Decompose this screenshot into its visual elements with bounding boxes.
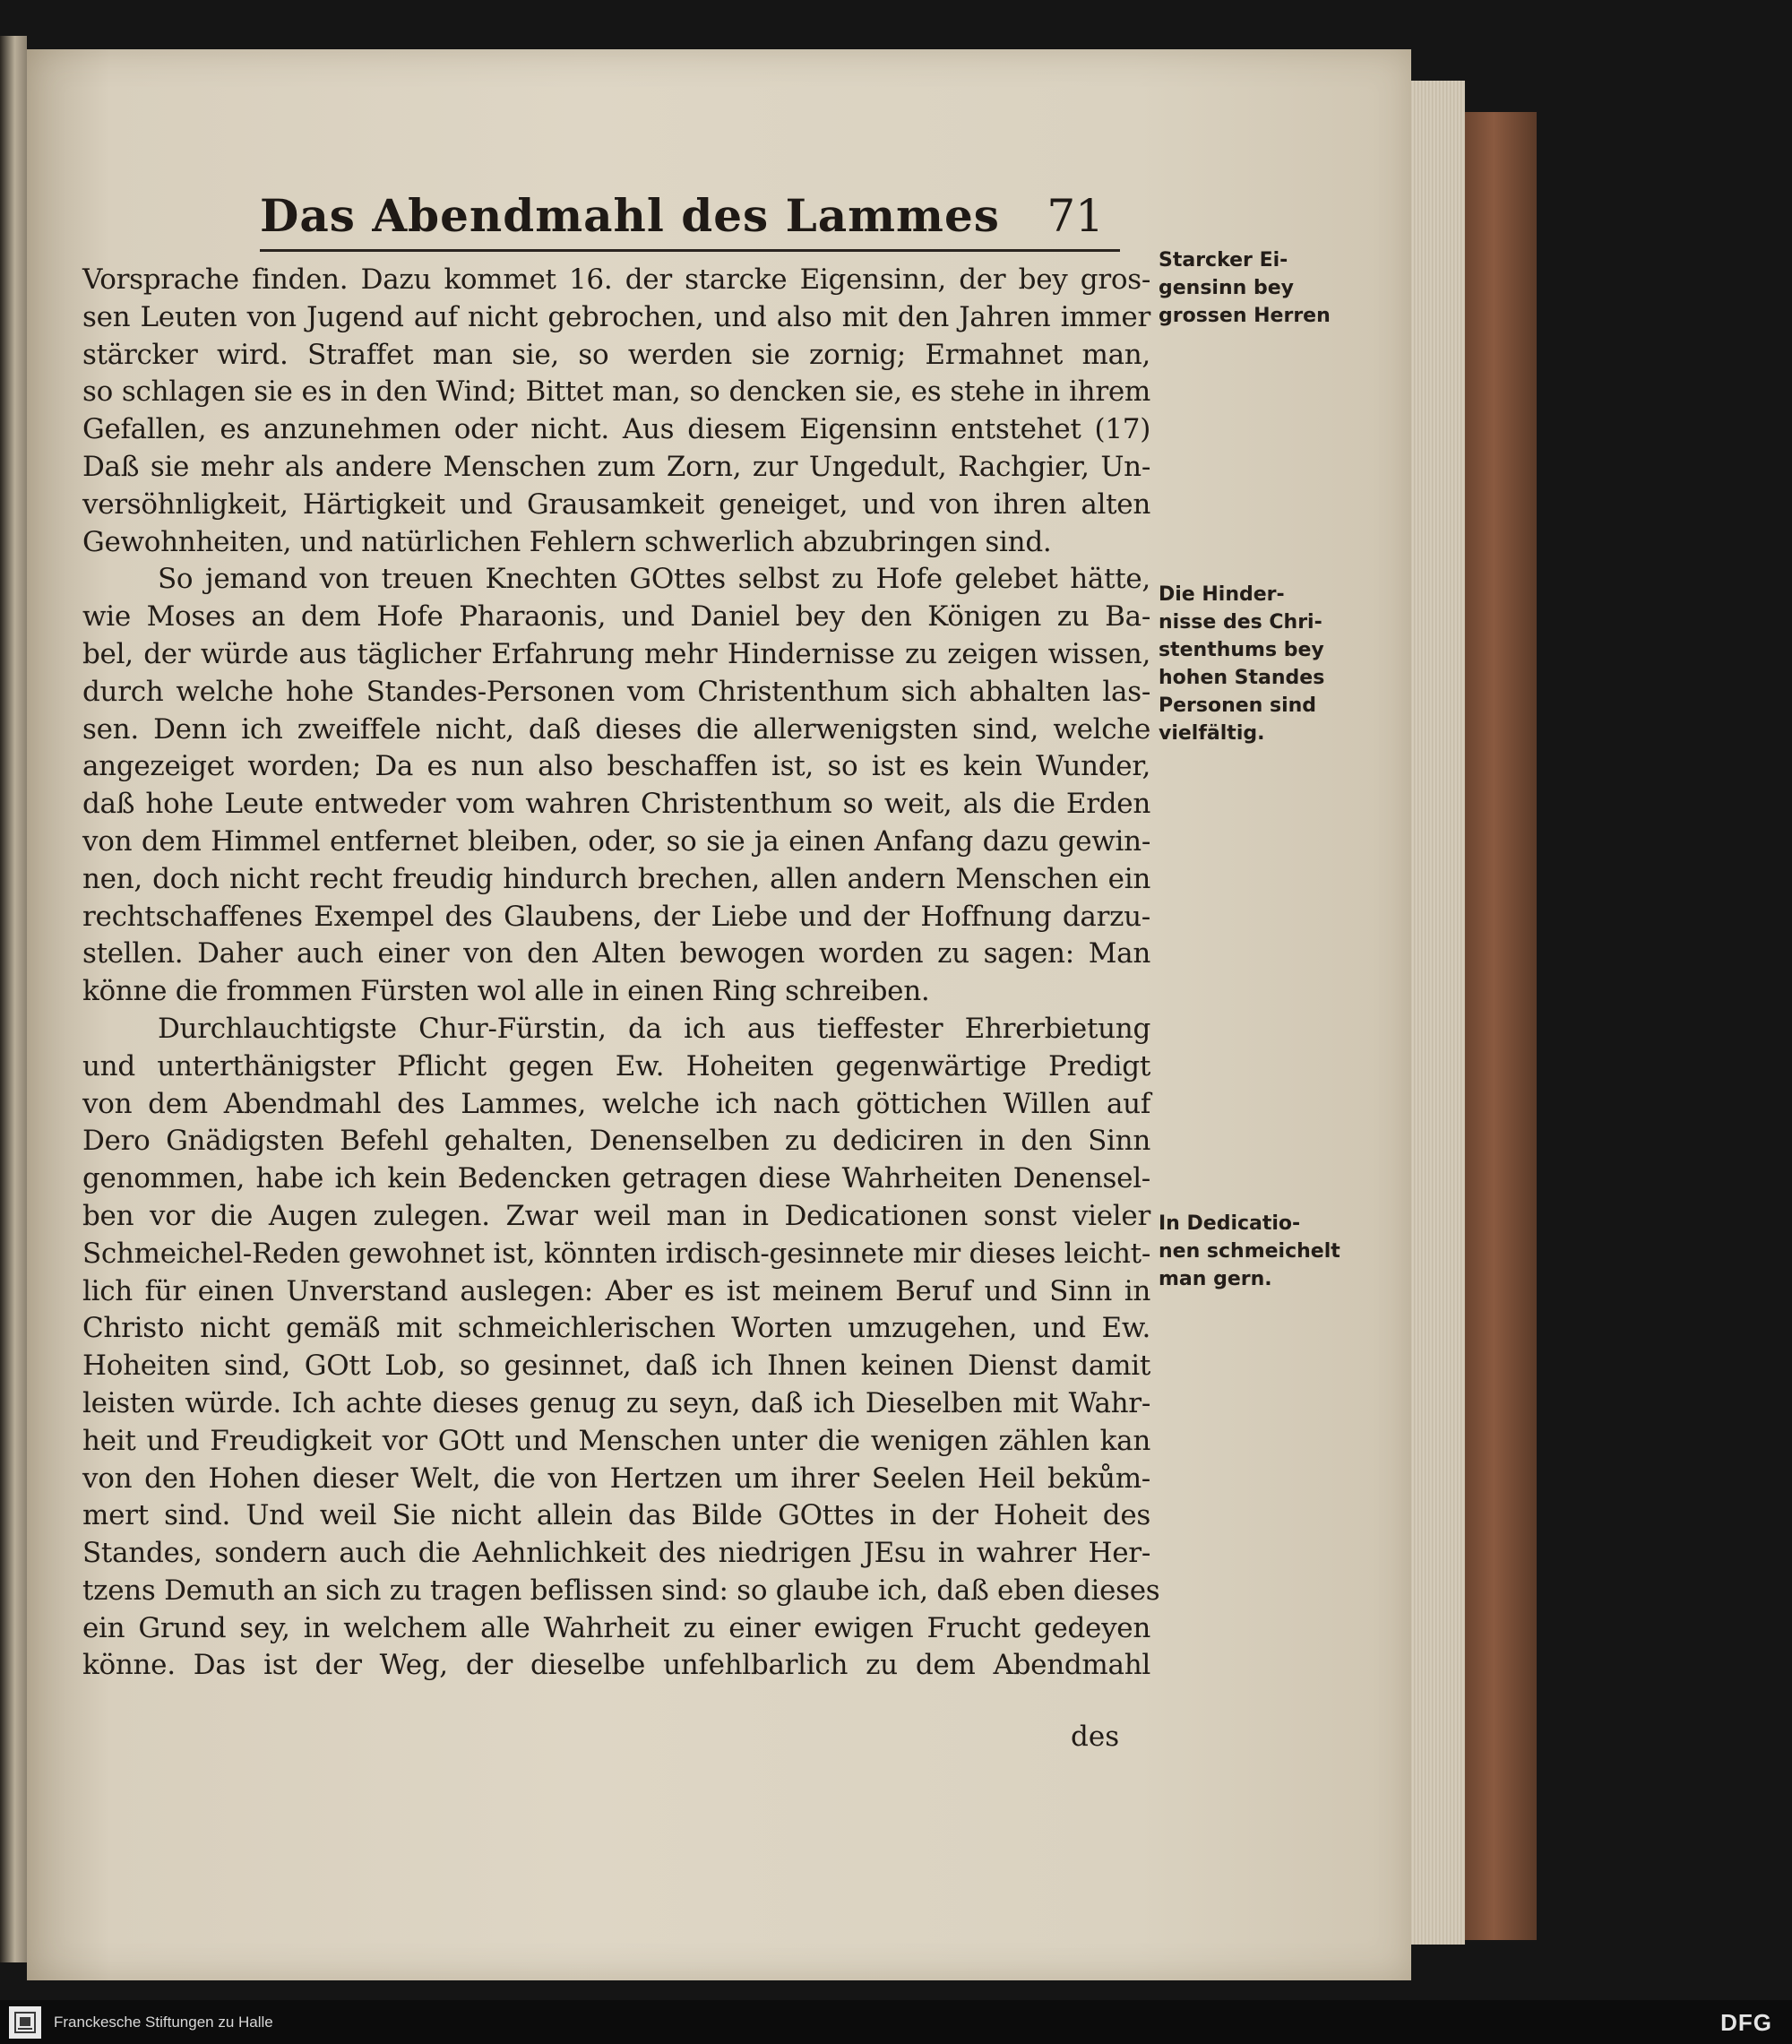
text-line: bel, der würde aus täglicher Erfahrung mehr Hindernisse zu zeigen wissen, [82,637,1150,670]
page-edges [1411,81,1465,1945]
text-line: von dem Abendmahl des Lammes, welche ich nach göttichen Willen auf [82,1087,1150,1120]
text-line: und unterthänigster Pflicht gegen Ew. Hoheiten gegenwärtige Predigt [82,1049,1150,1082]
marginal-note-line: stenthums bey [1159,639,1324,661]
text-line: könne die frommen Fürsten wol alle in einen Ring schreiben. [82,975,930,1008]
text-line: genommen, habe ich kein Bedencken getragen diese Wahrheiten Denensel- [82,1162,1150,1195]
text-line: Dero Gnädigsten Befehl gehalten, Denenselben zu dediciren in den Sinn [82,1125,1150,1158]
text-line: sen Leuten von Jugend auf nicht gebrochen, und also mit den Jahren immer [82,300,1150,333]
text-line: heit und Freudigkeit vor GOtt und Menschen unter die wenigen zählen kan [82,1424,1150,1457]
marginal-note-line: hohen Standes [1159,667,1325,689]
text-line: könne. Das ist der Weg, der dieselbe unfehlbarlich zu dem Abendmahl [82,1649,1150,1682]
text-line: stärcker wird. Straffet man sie, so werden sie zornig; Ermahnet man, [82,338,1150,371]
text-line: rechtschaffenes Exempel des Glaubens, der Liebe und der Hoffnung darzu- [82,900,1150,933]
catchword: des [1071,1721,1120,1753]
marginal-note-line: Die Hinder- [1159,583,1285,606]
text-line: von den Hohen dieser Welt, die von Hertzen um ihrer Seelen Heil bekům- [82,1462,1150,1495]
book-cover-edge [1465,112,1537,1940]
text-line: so schlagen sie es in den Wind; Bittet man, so dencken sie, es stehe in ihrem [82,375,1150,409]
marginal-note [1159,581,1338,747]
text-line: Gewohnheiten, und natürlichen Fehlern schwerlich abzubringen sind. [82,525,1052,558]
marginal-note-line: gensinn bey [1159,277,1294,299]
text-line: Schmeichel-Reden gewohnet ist, könnten irdisch-gesinnete mir dieses leicht- [82,1237,1150,1270]
text-line: Daß sie mehr als andere Menschen zum Zorn, zur Ungedult, Rachgier, Un- [82,450,1150,483]
marginal-note-line: Starcker Ei- [1159,249,1288,272]
text-line: Gefallen, es anzunehmen oder nicht. Aus diesem Eigensinn entstehet (17) [82,413,1150,446]
text-line: nen, doch nicht recht freudig hindurch brechen, allen andern Menschen ein [82,862,1150,895]
marginal-note [1159,1210,1338,1293]
marginal-note-line: grossen Herren [1159,305,1331,327]
text-line: angezeiget worden; Da es nun also beschaffen ist, so ist es kein Wunder, [82,750,1150,783]
text-line: mert sind. Und weil Sie nicht allein das Bilde GOttes in der Hoheit des [82,1499,1150,1532]
marginal-note-line: nisse des Chri- [1159,611,1322,634]
text-line: stellen. Daher auch einer von den Alten bewogen worden zu sagen: Man [82,937,1150,970]
dfg-logo[interactable]: DFG [1720,2009,1772,2036]
facing-page-edge [0,36,27,1962]
marginal-note-line: In Dedicatio- [1159,1212,1301,1235]
text-line: Standes, sondern auch die Aehnlichkeit des niedrigen JEsu in wahrer Her- [82,1537,1150,1570]
text-line: durch welche hohe Standes-Personen vom Christenthum sich abhalten las- [82,675,1150,708]
text-line: daß hohe Leute entweder vom wahren Christenthum so weit, als die Erden [82,788,1150,821]
marginal-note [1159,246,1338,330]
marginal-note-line: man gern. [1159,1268,1272,1290]
franckesche-stiftungen-logo-icon[interactable] [9,2006,41,2039]
text-line: Vorsprache finden. Dazu kommet 16. der starcke Eigensinn, der bey gros- [82,263,1150,296]
marginal-note-line: Personen sind [1159,694,1317,717]
marginal-note-line: vielfältig. [1159,722,1265,745]
page-number: 71 [1047,190,1104,242]
text-line: wie Moses an dem Hofe Pharaonis, und Daniel bey den Königen zu Ba- [82,600,1150,634]
text-line: von dem Himmel entfernet bleiben, oder, so sie ja einen Anfang dazu gewin- [82,824,1150,858]
body-text [82,262,1160,1685]
text-line: tzens Demuth an sich zu tragen beflissen sind: so glaube ich, daß eben dieses [82,1574,1160,1607]
text-line: ben vor die Augen zulegen. Zwar weil man in Dedicationen sonst vieler [82,1199,1150,1232]
text-line: ein Grund sey, in welchem alle Wahrheit zu einer ewigen Frucht gedeyen [82,1611,1150,1644]
text-line: sen. Denn ich zweiffele nicht, daß dieses die allerwenigsten sind, welche [82,712,1150,746]
text-line: versöhnligkeit, Härtigkeit und Grausamkeit geneiget, und von ihren alten [82,487,1150,521]
text-line: Durchlauchtigste Chur-Fürstin, da ich aus tieffester Ehrerbietung [158,1012,1150,1045]
text-line: So jemand von treuen Knechten GOttes selbst zu Hofe gelebet hätte, [158,563,1150,596]
institution-link[interactable]: Franckesche Stiftungen zu Halle [54,2013,273,2031]
text-line: leisten würde. Ich achte dieses genug zu seyn, daß ich Dieselben mit Wahr- [82,1386,1150,1419]
text-line: Hoheiten sind, GOtt Lob, so gesinnet, daß ich Ihnen keinen Dienst damit [82,1350,1150,1383]
text-line: Christo nicht gemäß mit schmeichlerischen Worten umzugehen, und Ew. [82,1312,1150,1345]
marginal-note-line: nen schmeichelt [1159,1240,1340,1263]
running-title: Das Abendmahl des Lammes [260,189,1000,242]
page-header [260,170,1120,252]
text-line: lich für einen Unverstand auslegen: Aber es ist meinem Beruf und Sinn in [82,1274,1150,1307]
viewer-footer [0,2000,1792,2044]
